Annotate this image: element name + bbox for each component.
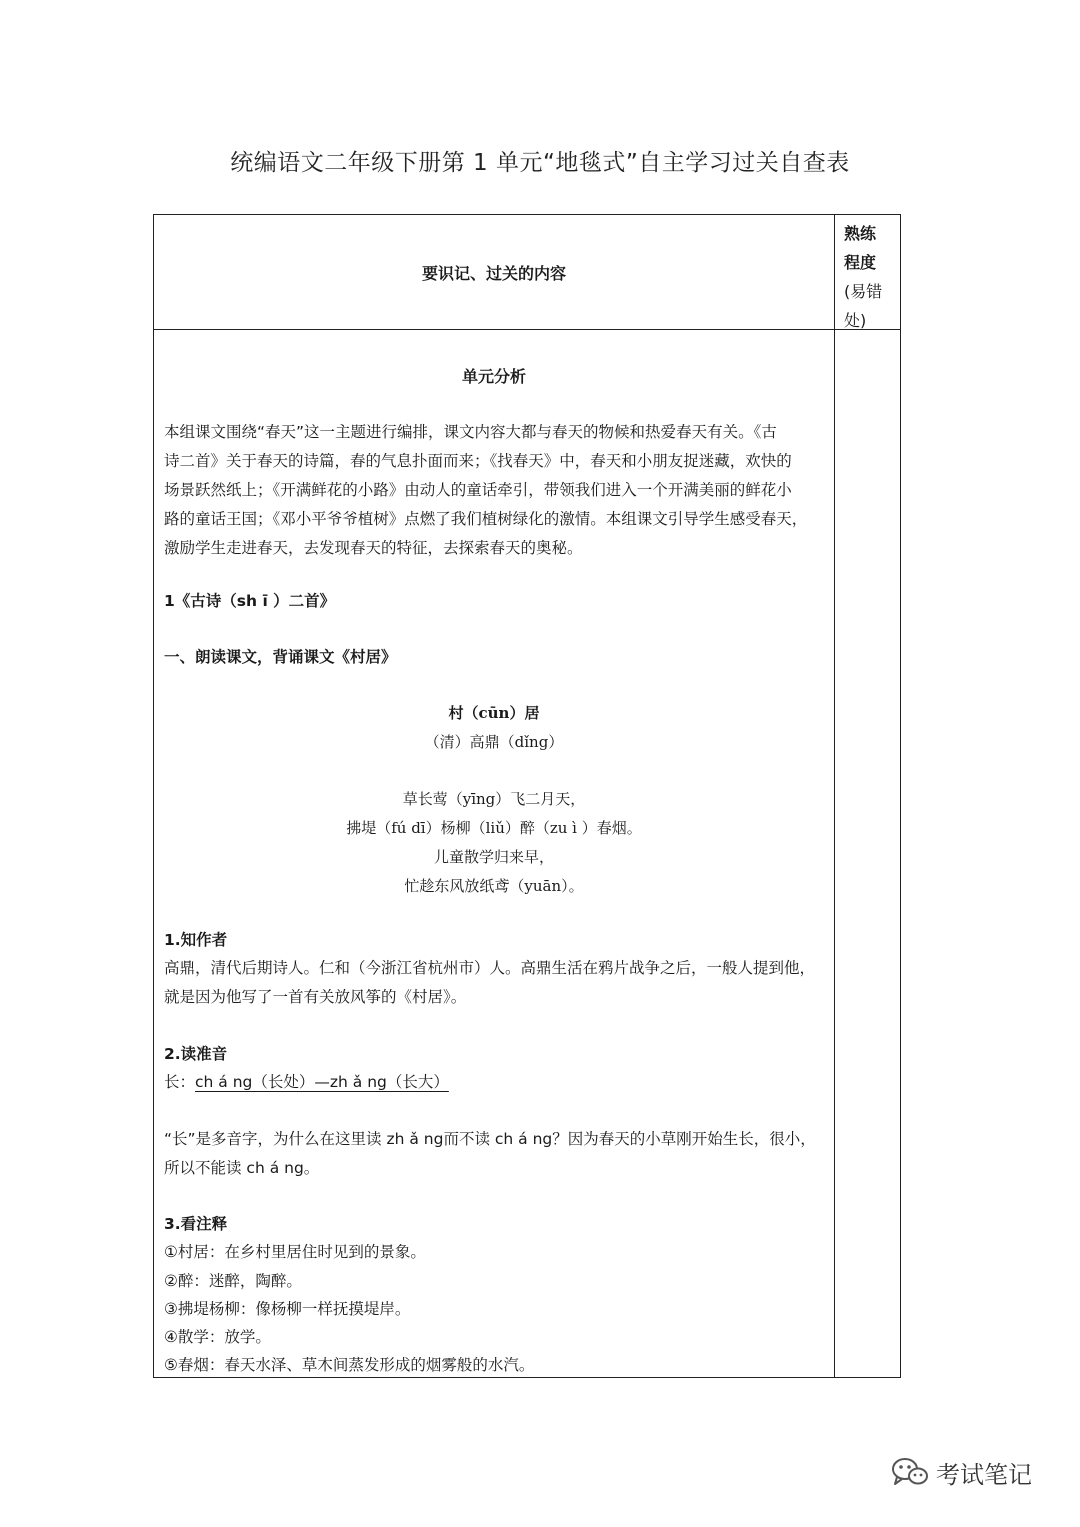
note-item: ①村居：在乡村里居住时见到的景象。: [164, 1243, 426, 1261]
pronunciation-row: [164, 1068, 449, 1097]
pronunciation-explain: “长”是多音字，为什么在这里读 zh ǎ ng而不读 ch á ng？因为春天的小草刚开始生长，很小，: [164, 1130, 816, 1148]
header-side-line-2: 程度: [844, 253, 877, 272]
analysis-line: 路的童话王国；《邓小平爷爷植树》点燃了我们植树绿化的激情。本组课文引导学生感受春天，: [164, 510, 808, 528]
column-divider: [834, 215, 835, 1377]
note-item: ④散学：放学。: [164, 1328, 271, 1346]
pronunciation-pair: ch á ng（长处）—zh ǎ ng（长大）: [195, 1073, 449, 1091]
author-line: 高鼎，清代后期诗人。仁和（今浙江省杭州市）人。高鼎生活在鸦片战争之后，一般人提到他，: [164, 959, 816, 977]
poem-title: 村（cūn）居: [448, 704, 540, 722]
author-line: 就是因为他写了一首有关放风筝的《村居》。: [164, 988, 467, 1006]
header-side-line-3: (易错: [844, 282, 883, 301]
notes-heading: 3.看注释: [164, 1215, 228, 1233]
header-content-column: 要识记、过关的内容: [421, 263, 566, 283]
pronunciation-prefix: 长：: [164, 1073, 196, 1091]
pronunciation-heading: 2.读准音: [164, 1045, 228, 1063]
pronunciation-explain: 所以不能读 ch á ng。: [164, 1159, 320, 1177]
header-side-line-4: 处): [844, 311, 867, 330]
note-item: ③拂堤杨柳：像杨柳一样抚摸堤岸。: [164, 1300, 411, 1318]
poem-line: 拂堤（fú dī）杨柳（liǔ）醉（zu ì ）春烟。: [346, 819, 642, 837]
analysis-line: 激励学生走进春天，去发现春天的特征，去探索春天的奥秘。: [164, 539, 583, 557]
author-heading: 1.知作者: [164, 931, 228, 949]
analysis-line: 诗二首》关于春天的诗篇，春的气息扑面而来；《找春天》中，春天和小朋友捉迷藏，欢快的: [164, 452, 792, 470]
analysis-title: 单元分析: [461, 367, 526, 386]
page-title: 统编语文二年级下册第 1 单元“地毯式”自主学习过关自查表: [230, 150, 850, 176]
watermark: [890, 1452, 1060, 1492]
analysis-line: 本组课文围绕“春天”这一主题进行编排，课文内容大都与春天的物候和热爱春天有关。《古: [164, 423, 777, 441]
header-side-line-1: 熟练: [844, 224, 877, 243]
note-item: ②醉：迷醉，陶醉。: [164, 1272, 302, 1290]
self-check-table: [153, 214, 901, 1378]
poem-line: 忙趁东风放纸鸢（yuān）。: [404, 877, 584, 895]
poem-line: 儿童散学归来早，: [433, 848, 554, 866]
header-divider: [154, 329, 900, 330]
note-item: ⑤春烟：春天水泽、草木间蒸发形成的烟雾般的水汽。: [164, 1356, 535, 1374]
poem-author: （清）高鼎（dǐng）: [424, 733, 564, 751]
watermark-text: 考试笔记: [936, 1460, 1032, 1489]
lesson-title: 1《古诗（sh ī ）二首》: [164, 592, 336, 610]
poem-line: 草长莺（yīng）飞二月天，: [402, 790, 586, 808]
task-heading: 一、朗读课文，背诵课文《村居》: [164, 648, 397, 666]
header-proficiency-column: [844, 219, 896, 335]
wechat-icon: [890, 1455, 930, 1489]
analysis-line: 场景跃然纸上；《开满鲜花的小路》由动人的童话牵引，带领我们进入一个开满美丽的鲜花小: [164, 481, 792, 499]
